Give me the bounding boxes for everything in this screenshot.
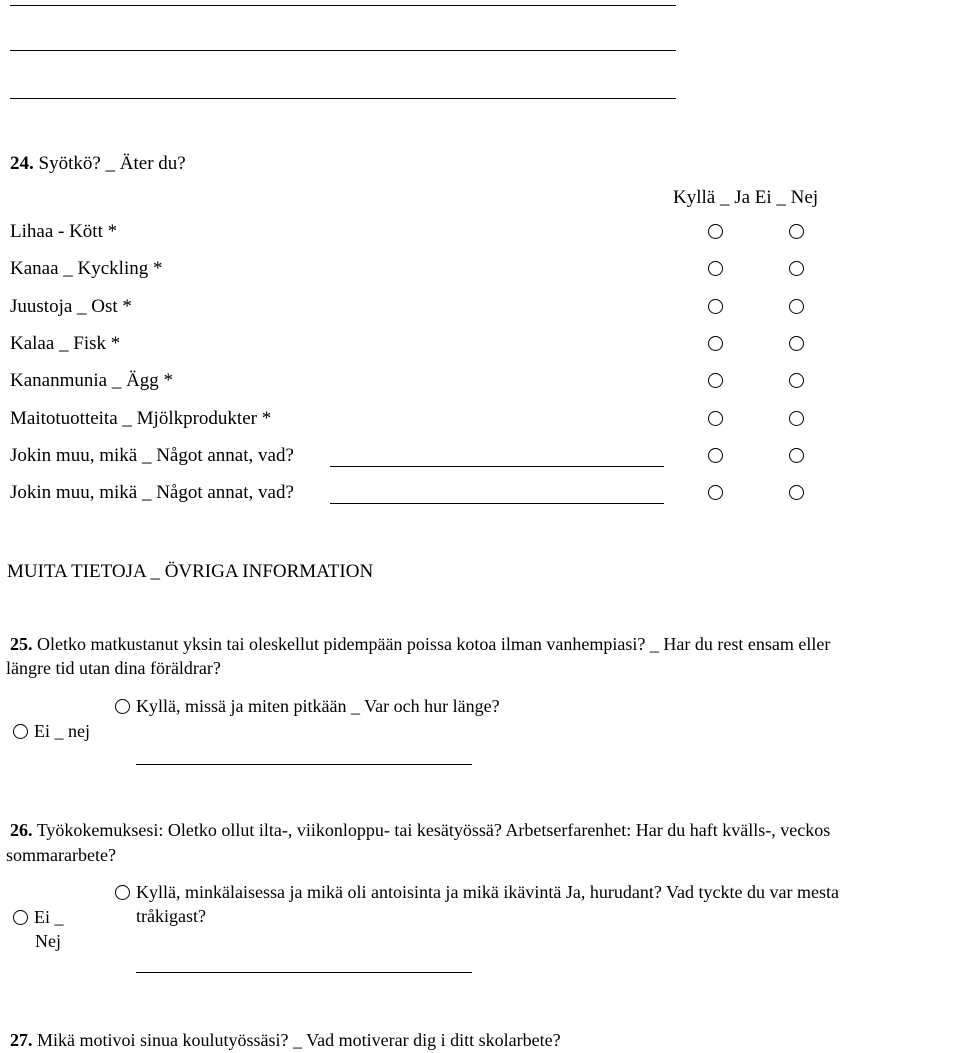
q24-item-label: Kalaa _ Fisk * bbox=[10, 333, 121, 354]
q24-column-header: Kyllä _ Ja Ei _ Nej bbox=[673, 187, 819, 208]
q24-yes-radio[interactable] bbox=[708, 299, 723, 314]
q26-no-label-line-2: Nej bbox=[35, 931, 61, 951]
q24-no-radio[interactable] bbox=[789, 448, 804, 463]
q25-yes-radio[interactable] bbox=[115, 699, 130, 714]
q27-text: Mikä motivoi sinua koulutyössäsi? _ Vad motiverar dig i ditt skolarbete? bbox=[37, 1030, 561, 1050]
q24-no-radio[interactable] bbox=[789, 411, 804, 426]
q24-no-radio[interactable] bbox=[789, 485, 804, 500]
q24-no-radio[interactable] bbox=[789, 373, 804, 388]
q26-line-2: sommararbete? bbox=[6, 845, 116, 865]
q25-number: 25. bbox=[10, 634, 33, 654]
q24-yes-radio[interactable] bbox=[708, 261, 723, 276]
section-heading: MUITA TIETOJA _ ÖVRIGA INFORMATION bbox=[7, 561, 374, 582]
q24-item-label: Lihaa - Kött * bbox=[10, 221, 118, 242]
q24-number: 24. bbox=[10, 153, 34, 174]
q26-line-1 bbox=[10, 820, 830, 841]
q24-item-label: Jokin muu, mikä _ Något annat, vad? bbox=[10, 482, 294, 503]
q27-number: 27. bbox=[10, 1030, 33, 1050]
q25-no-label: Ei _ nej bbox=[34, 721, 90, 741]
q26-text: Työkokemuksesi: Oletko ollut ilta-, viikonloppu- tai kesätyössä? Arbetserfarenhet: Har du haft kvälls-, veckos bbox=[36, 820, 831, 840]
q26-number: 26. bbox=[10, 820, 33, 840]
q24-item-label: Kananmunia _ Ägg * bbox=[10, 370, 174, 391]
q24-item-label: Jokin muu, mikä _ Något annat, vad? bbox=[10, 445, 294, 466]
q24-item-label: Maitotuotteita _ Mjölkprodukter * bbox=[10, 408, 272, 429]
q25-text: Oletko matkustanut yksin tai oleskellut pidempään poissa kotoa ilman vanhempiasi? _ Har du rest ensam eller bbox=[37, 634, 831, 654]
q24-other-answer-line[interactable] bbox=[330, 503, 664, 504]
q25-line-1 bbox=[10, 634, 830, 655]
answer-line-3[interactable] bbox=[10, 98, 676, 99]
q24-yes-radio[interactable] bbox=[708, 485, 723, 500]
q26-yes-label-line-2: tråkigast? bbox=[136, 906, 206, 926]
q25-yes-label: Kyllä, missä ja miten pitkään _ Var och hur länge? bbox=[136, 696, 500, 716]
q26-no-label-line-1: Ei _ bbox=[34, 907, 64, 927]
q24-yes-radio[interactable] bbox=[708, 373, 723, 388]
q26-yes-label-line-1: Kyllä, minkälaisessa ja mikä oli antoisinta ja mikä ikävintä Ja, hurudant? Vad tyckte du var mesta bbox=[136, 882, 839, 902]
q24-other-answer-line[interactable] bbox=[330, 466, 664, 467]
q26-no-radio[interactable] bbox=[13, 910, 28, 925]
q24-title bbox=[10, 153, 186, 175]
q24-no-radio[interactable] bbox=[789, 336, 804, 351]
q24-yes-radio[interactable] bbox=[708, 224, 723, 239]
q24-text: Syötkö? _ Äter du? bbox=[38, 153, 186, 174]
q25-answer-line[interactable] bbox=[136, 764, 472, 765]
q24-item-label: Kanaa _ Kyckling * bbox=[10, 258, 163, 279]
q24-yes-radio[interactable] bbox=[708, 448, 723, 463]
q24-yes-radio[interactable] bbox=[708, 336, 723, 351]
q25-no-radio[interactable] bbox=[13, 724, 28, 739]
q26-answer-line[interactable] bbox=[136, 972, 472, 973]
q27-line bbox=[10, 1030, 561, 1051]
q24-yes-radio[interactable] bbox=[708, 411, 723, 426]
q24-no-radio[interactable] bbox=[789, 261, 804, 276]
q24-no-radio[interactable] bbox=[789, 299, 804, 314]
q26-yes-radio[interactable] bbox=[115, 885, 130, 900]
answer-line-1[interactable] bbox=[10, 5, 676, 6]
q24-no-radio[interactable] bbox=[789, 224, 804, 239]
answer-line-2[interactable] bbox=[10, 50, 676, 51]
q25-line-2: längre tid utan dina föräldrar? bbox=[6, 658, 221, 678]
q24-item-label: Juustoja _ Ost * bbox=[10, 296, 132, 317]
